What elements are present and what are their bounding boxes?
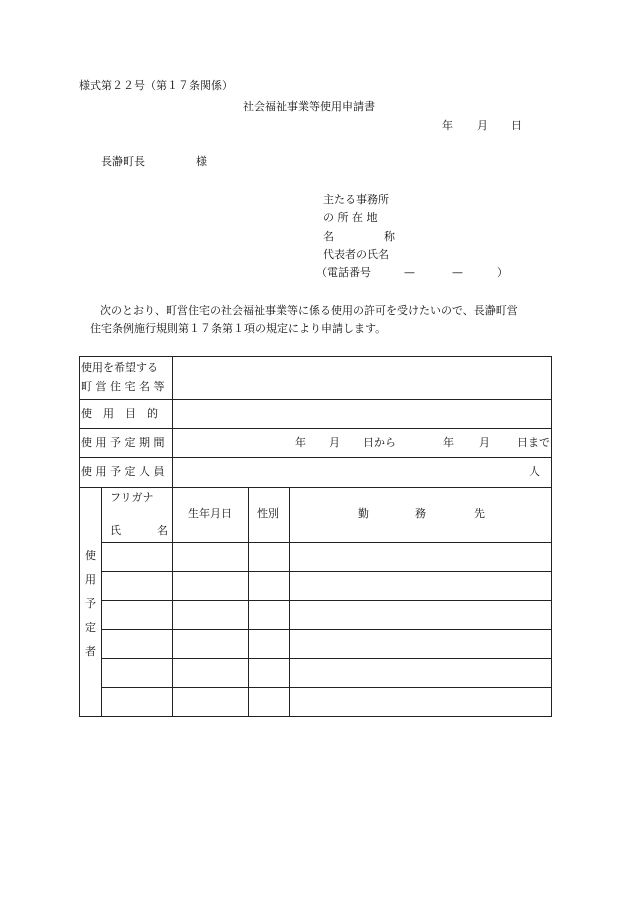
office-location-label-2: の 所 在 地 [323, 211, 378, 224]
representative-label: 代表者の氏名 [323, 248, 389, 261]
count-field[interactable] [173, 458, 551, 487]
user-row-2[interactable] [102, 572, 551, 600]
period-year-label: 年 [295, 436, 306, 449]
count-label: 使 用 予 定 人 員 [81, 465, 165, 478]
phone-dash: — [404, 266, 415, 279]
user-row-4[interactable] [102, 630, 551, 658]
furigana-header: フリガナ [110, 491, 154, 504]
period-month-label: 月 [329, 436, 340, 449]
name-label-2: 称 [384, 230, 395, 243]
housing-name-field[interactable] [173, 357, 551, 399]
users-label-char: 使 [85, 549, 96, 562]
date-year-label: 年 [442, 119, 453, 132]
users-label-char: 予 [85, 597, 96, 610]
phone-dash: — [452, 266, 463, 279]
form-number: 様式第２２号（第１７条関係） [79, 79, 233, 92]
gender-header: 性別 [257, 507, 279, 520]
birthdate-header: 生年月日 [188, 507, 232, 520]
date-day-label: 日 [511, 119, 522, 132]
date-month-label: 月 [477, 119, 488, 132]
housing-label: 使用を希望する [81, 361, 158, 374]
purpose-label: 使 用 目 的 [81, 407, 158, 420]
period-month-label-2: 月 [479, 436, 490, 449]
period-year-label-2: 年 [443, 436, 454, 449]
workplace-header: 先 [474, 507, 485, 520]
period-until-label: 日まで [517, 436, 550, 449]
addressee-name: 長瀞町長 [101, 155, 145, 168]
users-label-char: 定 [85, 621, 96, 634]
user-row-1[interactable] [102, 543, 551, 571]
name-label: 名 [323, 230, 334, 243]
purpose-field[interactable] [173, 400, 551, 428]
user-row-5[interactable] [102, 659, 551, 687]
workplace-header: 務 [415, 507, 426, 520]
body-text-line-1: 次のとおり、町営住宅の社会福祉事業等に係る使用の許可を受けたいので、長瀞町営 [100, 304, 518, 317]
count-unit-label: 人 [529, 465, 540, 478]
body-text-line-2: 住宅条例施行規則第１７条第１項の規定により申請します。 [90, 322, 387, 335]
phone-close: ） [497, 266, 508, 279]
addressee-honorific: 様 [196, 155, 207, 168]
period-label: 使 用 予 定 期 間 [81, 436, 165, 449]
period-field[interactable] [173, 429, 551, 457]
users-label-char: 用 [85, 573, 96, 586]
name-header: 氏 [110, 524, 121, 537]
housing-label-2: 町 営 住 宅 名 等 [81, 380, 165, 393]
application-form-table [79, 356, 552, 717]
name-header-2: 名 [157, 524, 168, 537]
user-row-3[interactable] [102, 601, 551, 629]
office-location-label: 主たる事務所 [323, 193, 389, 206]
phone-label: （電話番号 [316, 266, 371, 279]
users-label-char: 者 [85, 645, 96, 658]
document-title: 社会福祉事業等使用申請書 [243, 100, 375, 113]
user-row-6[interactable] [102, 688, 551, 716]
workplace-header: 勤 [358, 507, 369, 520]
period-from-label: 日から [363, 436, 396, 449]
